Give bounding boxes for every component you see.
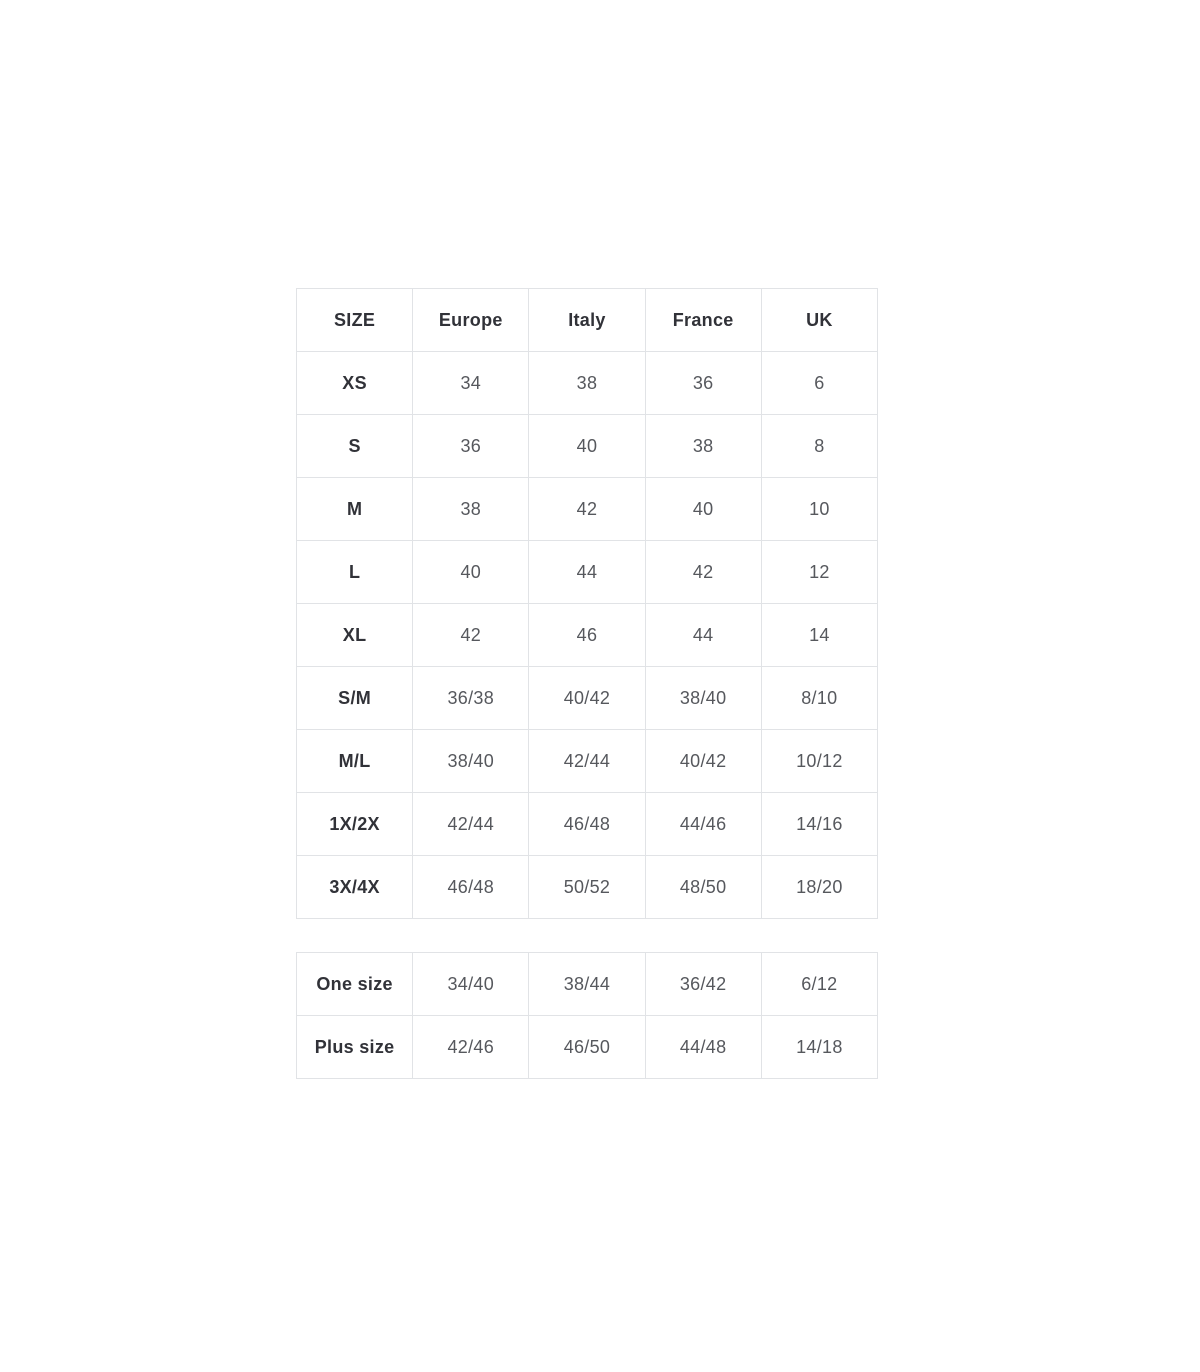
size-value-cell: 38/44 <box>529 953 645 1016</box>
size-value-cell: 34 <box>413 352 529 415</box>
size-value-cell: 42 <box>529 478 645 541</box>
size-value-cell: 10/12 <box>761 730 877 793</box>
size-value-cell: 46/50 <box>529 1016 645 1079</box>
size-label-cell: S/M <box>297 667 413 730</box>
size-value-cell: 6 <box>761 352 877 415</box>
size-value-cell: 18/20 <box>761 856 877 919</box>
size-value-cell: 46/48 <box>529 793 645 856</box>
size-value-cell: 42/44 <box>413 793 529 856</box>
size-value-cell: 42/46 <box>413 1016 529 1079</box>
column-header: UK <box>761 289 877 352</box>
table-row <box>297 352 878 415</box>
size-value-cell: 48/50 <box>645 856 761 919</box>
table-row <box>297 730 878 793</box>
size-label-cell: 3X/4X <box>297 856 413 919</box>
size-value-cell: 14 <box>761 604 877 667</box>
size-label-cell: S <box>297 415 413 478</box>
header-row <box>297 289 878 352</box>
table-row <box>297 1016 878 1079</box>
size-value-cell: 36 <box>413 415 529 478</box>
size-value-cell: 38/40 <box>645 667 761 730</box>
size-value-cell: 6/12 <box>761 953 877 1016</box>
size-value-cell: 38 <box>413 478 529 541</box>
size-value-cell: 50/52 <box>529 856 645 919</box>
size-value-cell: 40/42 <box>529 667 645 730</box>
size-value-cell: 40/42 <box>645 730 761 793</box>
size-value-cell: 46/48 <box>413 856 529 919</box>
size-value-cell: 36/42 <box>645 953 761 1016</box>
size-value-cell: 44/46 <box>645 793 761 856</box>
size-value-cell: 36 <box>645 352 761 415</box>
table-row <box>297 415 878 478</box>
size-conversion-table <box>296 288 878 919</box>
size-value-cell: 44/48 <box>645 1016 761 1079</box>
table-row <box>297 667 878 730</box>
size-value-cell: 42/44 <box>529 730 645 793</box>
size-value-cell: 12 <box>761 541 877 604</box>
size-value-cell: 42 <box>645 541 761 604</box>
table-row <box>297 856 878 919</box>
column-header: France <box>645 289 761 352</box>
size-value-cell: 36/38 <box>413 667 529 730</box>
size-value-cell: 8/10 <box>761 667 877 730</box>
size-value-cell: 46 <box>529 604 645 667</box>
table-row <box>297 604 878 667</box>
size-label-cell: Plus size <box>297 1016 413 1079</box>
size-value-cell: 42 <box>413 604 529 667</box>
size-label-cell: L <box>297 541 413 604</box>
size-value-cell: 40 <box>529 415 645 478</box>
table-row <box>297 478 878 541</box>
size-label-cell: XS <box>297 352 413 415</box>
size-value-cell: 14/16 <box>761 793 877 856</box>
table-row <box>297 953 878 1016</box>
size-value-cell: 14/18 <box>761 1016 877 1079</box>
special-sizes-body <box>297 953 878 1079</box>
size-value-cell: 40 <box>413 541 529 604</box>
size-value-cell: 40 <box>645 478 761 541</box>
size-label-cell: 1X/2X <box>297 793 413 856</box>
table-row <box>297 541 878 604</box>
size-label-cell: One size <box>297 953 413 1016</box>
size-value-cell: 38 <box>529 352 645 415</box>
column-header: Italy <box>529 289 645 352</box>
size-value-cell: 44 <box>645 604 761 667</box>
special-sizes-table <box>296 952 878 1079</box>
size-table-header <box>297 289 878 352</box>
table-row <box>297 793 878 856</box>
size-value-cell: 10 <box>761 478 877 541</box>
size-label-cell: M/L <box>297 730 413 793</box>
column-header: Europe <box>413 289 529 352</box>
size-table-body <box>297 352 878 919</box>
size-value-cell: 38/40 <box>413 730 529 793</box>
size-label-cell: M <box>297 478 413 541</box>
size-value-cell: 8 <box>761 415 877 478</box>
size-value-cell: 44 <box>529 541 645 604</box>
size-value-cell: 34/40 <box>413 953 529 1016</box>
size-label-cell: XL <box>297 604 413 667</box>
size-value-cell: 38 <box>645 415 761 478</box>
column-header: SIZE <box>297 289 413 352</box>
